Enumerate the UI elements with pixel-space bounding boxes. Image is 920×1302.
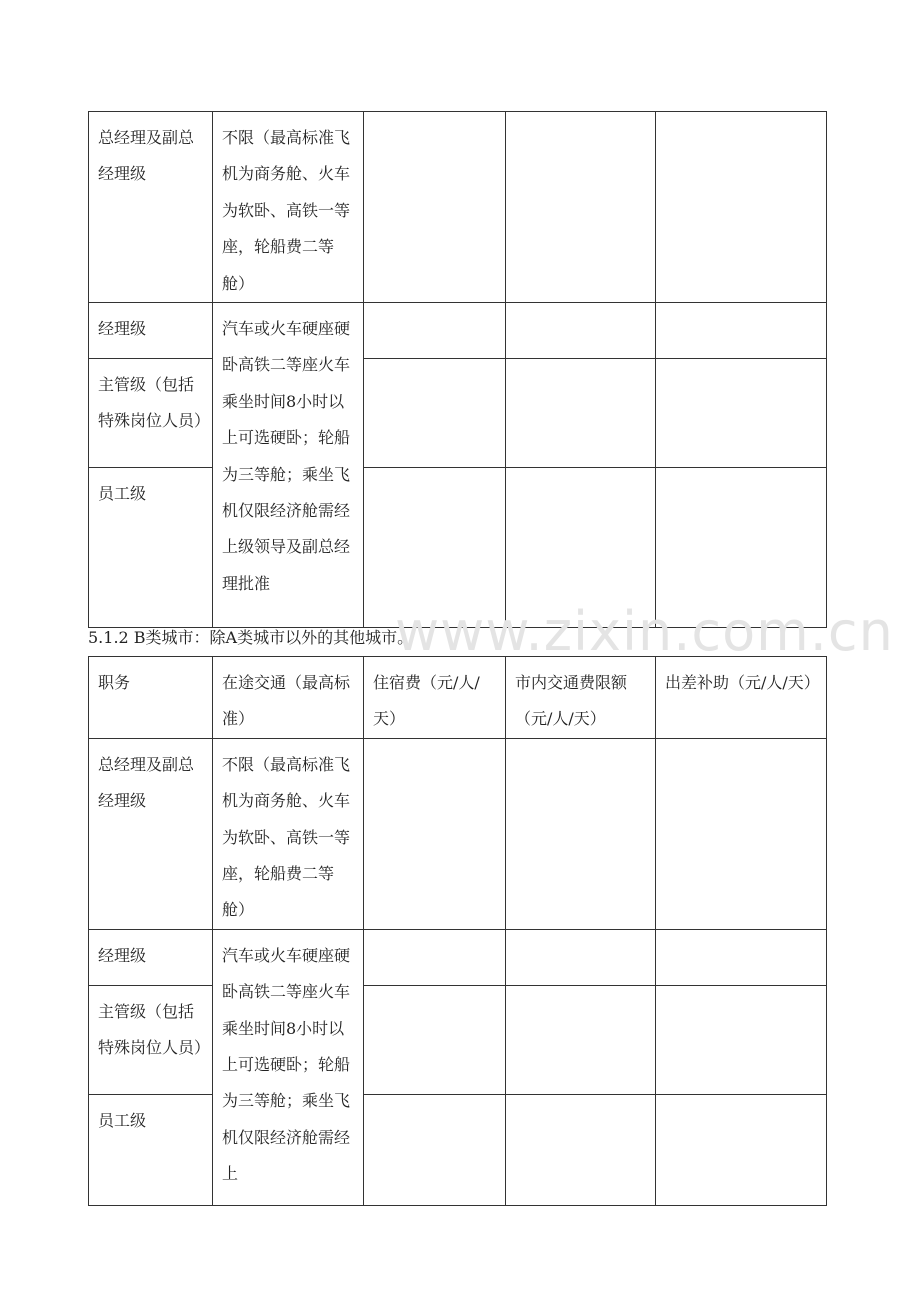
position-cell: 主管级（包括特殊岗位人员）	[89, 359, 213, 468]
local-transport-cell	[506, 303, 656, 359]
lodging-cell	[364, 112, 506, 303]
allowance-table-a-continued	[88, 111, 827, 628]
transport-cell: 汽车或火车硬座硬卧高铁二等座火车乘坐时间8小时以上可选硬卧；轮船为三等舱；乘坐飞机仅限经济舱需经上级领导及副总经理批准	[213, 303, 364, 628]
lodging-cell	[364, 985, 506, 1094]
position-cell: 主管级（包括特殊岗位人员）	[89, 985, 213, 1094]
transport-cell: 汽车或火车硬座硬卧高铁二等座火车乘坐时间8小时以上可选硬卧；轮船为三等舱；乘坐飞机仅限经济舱需经上	[213, 929, 364, 1205]
local-transport-cell	[506, 112, 656, 303]
allowance-cell	[656, 1094, 827, 1205]
table-row	[89, 738, 827, 929]
allowance-cell	[656, 359, 827, 468]
header-local-transport: 市内交通费限额（元/人/天）	[506, 657, 656, 739]
section-b-caption: 5.1.2 B类城市：除A类城市以外的其他城市。	[88, 628, 414, 647]
allowance-cell	[656, 112, 827, 303]
allowance-cell	[656, 738, 827, 929]
header-row	[89, 657, 827, 739]
allowance-cell	[656, 303, 827, 359]
position-cell: 总经理及副总经理级	[89, 738, 213, 929]
table-row	[89, 359, 827, 468]
header-transport: 在途交通（最高标准）	[213, 657, 364, 739]
lodging-cell	[364, 1094, 506, 1205]
local-transport-cell	[506, 985, 656, 1094]
position-cell: 经理级	[89, 929, 213, 985]
table-row	[89, 985, 827, 1094]
allowance-table-b	[88, 656, 827, 1206]
header-allowance: 出差补助（元/人/天）	[656, 657, 827, 739]
allowance-cell	[656, 985, 827, 1094]
table-row	[89, 468, 827, 628]
lodging-cell	[364, 929, 506, 985]
header-lodging: 住宿费（元/人/天）	[364, 657, 506, 739]
position-cell: 员工级	[89, 468, 213, 628]
lodging-cell	[364, 738, 506, 929]
local-transport-cell	[506, 1094, 656, 1205]
table-row	[89, 112, 827, 303]
table-row	[89, 303, 827, 359]
position-cell: 总经理及副总经理级	[89, 112, 213, 303]
transport-cell: 不限（最高标准飞机为商务舱、火车为软卧、高铁一等座，轮船费二等舱）	[213, 112, 364, 303]
position-cell: 经理级	[89, 303, 213, 359]
local-transport-cell	[506, 738, 656, 929]
lodging-cell	[364, 303, 506, 359]
local-transport-cell	[506, 468, 656, 628]
position-cell: 员工级	[89, 1094, 213, 1205]
transport-cell: 不限（最高标准飞机为商务舱、火车为软卧、高铁一等座，轮船费二等舱）	[213, 738, 364, 929]
allowance-cell	[656, 468, 827, 628]
lodging-cell	[364, 468, 506, 628]
watermark: www.zixin.com.cn	[395, 600, 894, 663]
table-row	[89, 1094, 827, 1205]
lodging-cell	[364, 359, 506, 468]
header-position: 职务	[89, 657, 213, 739]
allowance-cell	[656, 929, 827, 985]
local-transport-cell	[506, 359, 656, 468]
local-transport-cell	[506, 929, 656, 985]
table-row	[89, 929, 827, 985]
